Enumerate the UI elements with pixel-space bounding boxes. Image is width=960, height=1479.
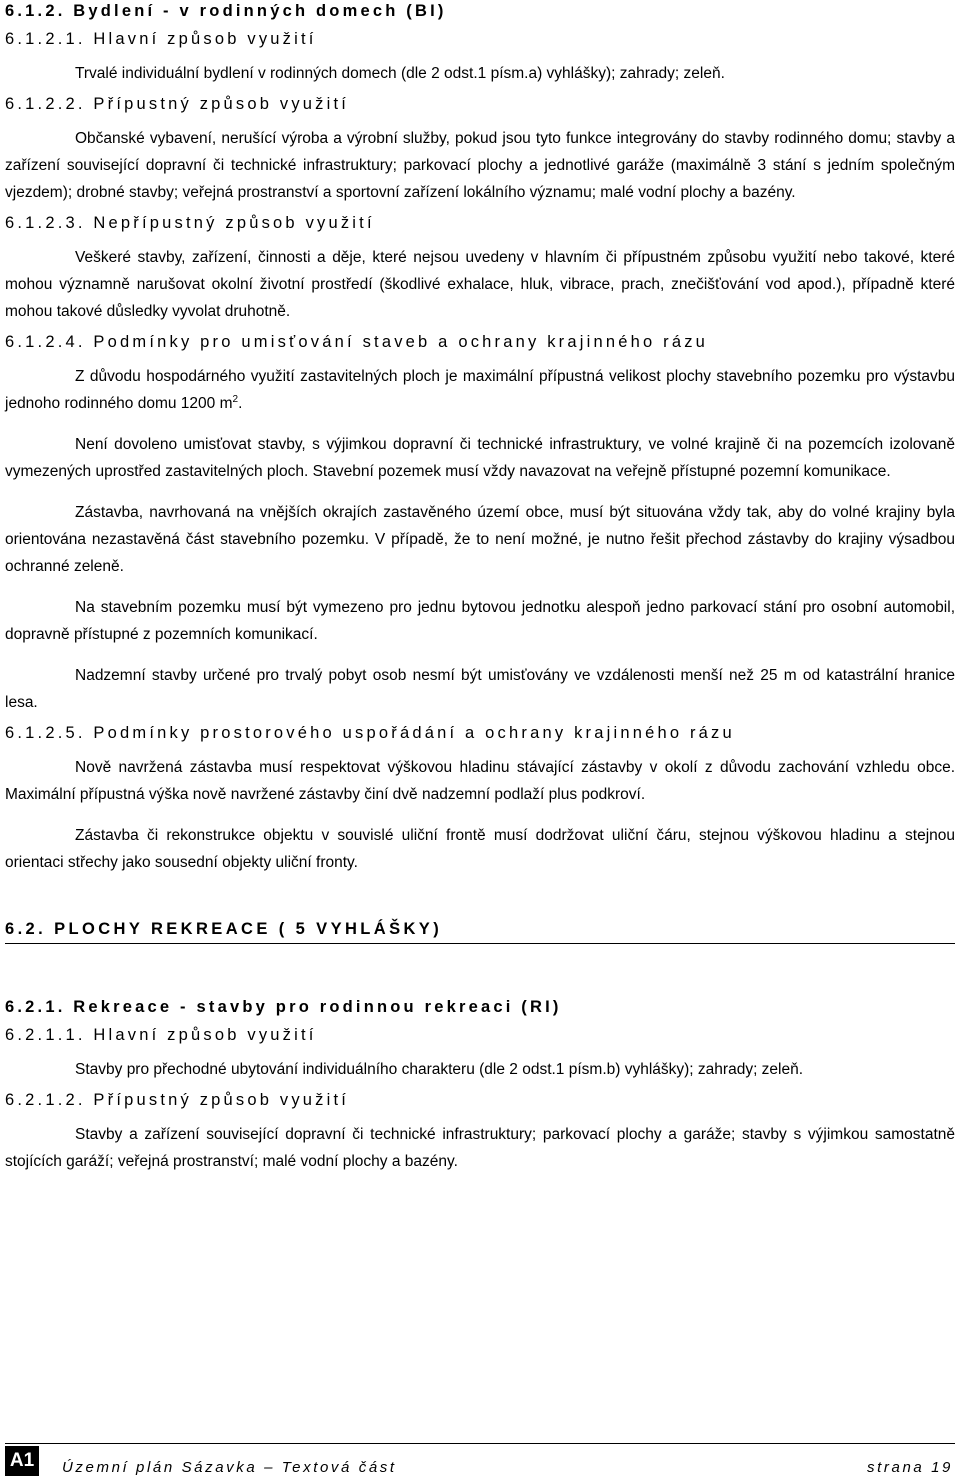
a1-logo: A1 — [5, 1446, 39, 1476]
permitted-use-text: Občanské vybavení, nerušící výroba a výrobní služby, pokud jsou tyto funkce integrovány do stavby rodinného domu; stavby a zařízení související dopravní či technické infrastruktury; parkovací plochy a jednotlivé garáže (maximálně 3 stání s jedním společným vjezdem); drobné stavby; veřejná prostranství a sportovní zařízení lokálního významu; malé vodní plochy a bazény. — [5, 130, 955, 201]
placement-paragraph-2: Není dovoleno umisťovat stavby, s výjimkou dopravní či technické infrastruktury, ve volné krajině či na pozemcích izolovaně vymezených uprostřed zastavitelných ploch. Stavební pozemek musí vždy navazovat na veřejně přístupné pozemní komunikace. — [5, 436, 955, 480]
prohibited-use-text: Veškeré stavby, zařízení, činnosti a děje, které nejsou uvedeny v hlavním či přípustném způsobu využití nebo takové, které mohou významně narušovat okolní životní prostředí (škodlivé exhalace, hluk, vibrace, prach, znečišťování vod apod.), případně které mohou takové důsledky vyvolat druhotně. — [5, 249, 955, 320]
placement-paragraph-3: Zástavba, navrhovaná na vnějších okrajích zastavěného území obce, musí být situována vždy tak, aby do volné krajiny byla orientována nezastavěná část stavebního pozemku. V případě, že to není možné, je nutno řešit přechod zástavby do krajiny výsadbou ochranné zeleně. — [5, 504, 955, 575]
recreation-permitted-use-text: Stavby a zařízení související dopravní či technické infrastruktury; parkovací plochy a garáže; stavby s výjimkou samostatně stojících garáží; veřejná prostranství; malé vodní plochy a bazény. — [5, 1126, 955, 1170]
placement-paragraph-1 — [5, 363, 955, 417]
section-6-1-2-1-heading: 6.1.2.1. Hlavní způsob využití — [5, 30, 317, 48]
main-use-text: Trvalé individuální bydlení v rodinných domech (dle 2 odst.1 písm.a) vyhlášky); zahrady; zeleň. — [75, 65, 725, 82]
section-6-2-heading: 6.2. PLOCHY REKREACE ( 5 VYHLÁŠKY) — [5, 920, 443, 938]
layout-paragraph-1: Nově navržená zástavba musí respektovat výškovou hladinu stávající zástavby v okolí z důvodu zachování vzhledu obce. Maximální přípustná výška nově navržené zástavby činí dvě nadzemní podlaží plus podkroví. — [5, 759, 955, 803]
placement-p1-text: Z důvodu hospodárného využití zastavitelných ploch je maximální přípustná velikost plochy stavebního pozemku pro výstavbu jednoho rodinného domu 1200 m — [5, 368, 955, 412]
placement-paragraph-5: Nadzemní stavby určené pro trvalý pobyt osob nesmí být umisťovány ve vzdálenosti menší než 25 m od katastrální hranice lesa. — [5, 667, 955, 711]
section-6-2-1-1-heading: 6.2.1.1. Hlavní způsob využití — [5, 1026, 317, 1044]
document-page — [5, 0, 955, 1175]
section-6-1-2-3-heading: 6.1.2.3. Nepřípustný způsob využití — [5, 214, 375, 232]
section-6-1-2-4-heading: 6.1.2.4. Podmínky pro umisťování staveb a ochrany krajinného rázu — [5, 333, 709, 351]
page-number: strana 19 — [867, 1459, 953, 1476]
recreation-main-use-text: Stavby pro přechodné ubytování individuálního charakteru (dle 2 odst.1 písm.b) vyhlášky); zahrady; zeleň. — [75, 1061, 804, 1078]
section-6-1-2-heading: 6.1.2. Bydlení - v rodinných domech (BI) — [5, 2, 447, 20]
placement-p1-end: . — [238, 395, 243, 412]
section-6-1-2-5-heading: 6.1.2.5. Podmínky prostorového uspořádání a ochrany krajinného rázu — [5, 724, 735, 742]
section-6-2-1-heading: 6.2.1. Rekreace - stavby pro rodinnou rekreaci (RI) — [5, 998, 562, 1016]
footer-title: Územní plán Sázavka – Textová část — [62, 1459, 397, 1476]
footer-rule — [5, 1443, 955, 1444]
placement-p1-superscript: 2 — [232, 393, 239, 405]
section-6-1-2-2-heading: 6.1.2.2. Přípustný způsob využití — [5, 95, 350, 113]
page-footer — [5, 1443, 955, 1477]
layout-paragraph-2: Zástavba či rekonstrukce objektu v souvislé uliční frontě musí dodržovat uliční čáru, stejnou výškovou hladinu a stejnou orientaci střechy jako sousední objekty uliční fronty. — [5, 827, 955, 871]
section-6-2-1-2-heading: 6.2.1.2. Přípustný způsob využití — [5, 1091, 350, 1109]
placement-paragraph-4: Na stavebním pozemku musí být vymezeno pro jednu bytovou jednotku alespoň jedno parkovací stání pro osobní automobil, dopravně přístupné z pozemních komunikací. — [5, 599, 955, 643]
